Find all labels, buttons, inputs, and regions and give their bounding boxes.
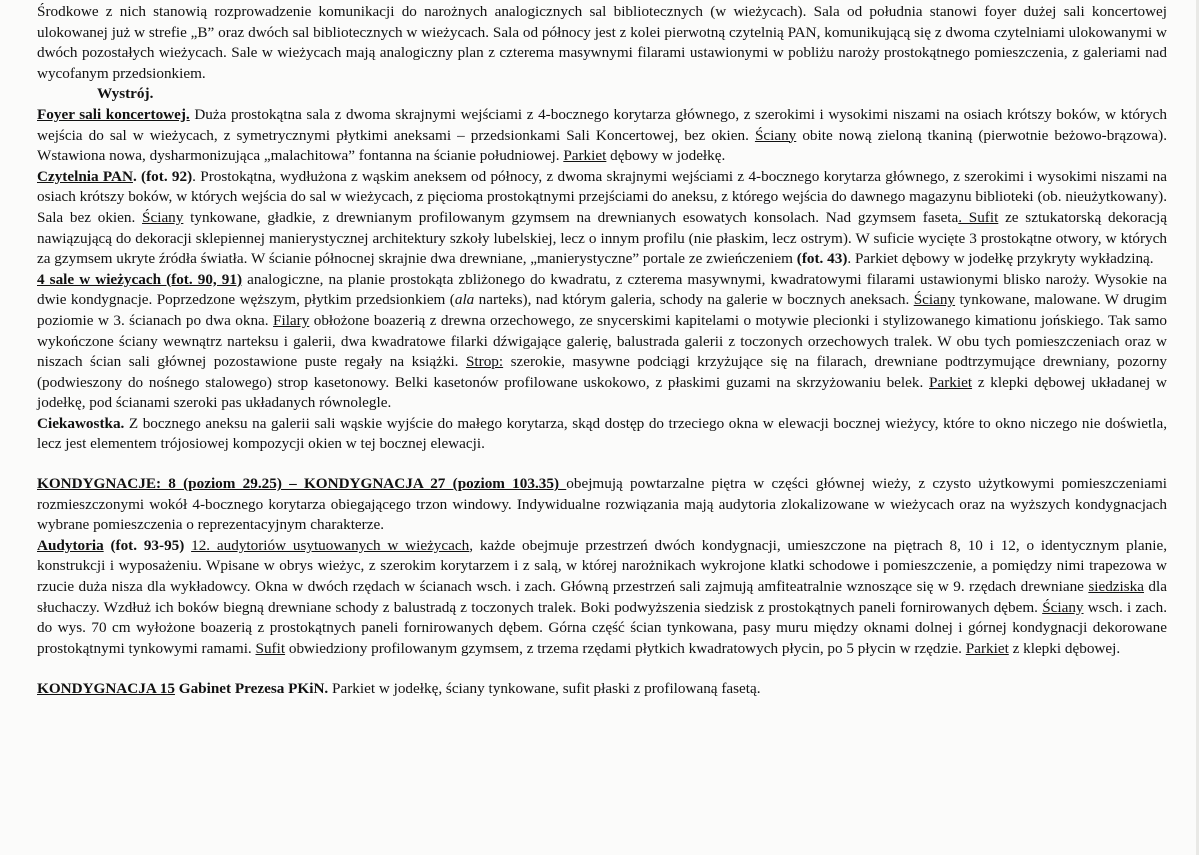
- sale-ala: ala: [454, 291, 475, 309]
- ciekawostka-text: Z bocznego aneksu na galerii sali wąskie wyjście do małego korytarza, skąd dostęp do trzeciego okna w elewacji bocznej wieżycy, które to okno niczego nie doświetla, lecz jest elementem trójosiowej kompozycji okien w tej bocznej elewacji.: [37, 414, 1167, 453]
- k15-title: KONDYGNACJA 15: [37, 680, 175, 698]
- paragraph-audytoria: [37, 536, 1167, 660]
- ciekawostka-title: Ciekawostka.: [37, 414, 125, 432]
- paragraph-kondygnacja-15: [37, 679, 1167, 700]
- audytoria-text-5: z klepki dębowej.: [1008, 639, 1121, 657]
- sale-title: 4 sale w wieżycach (fot. 90, 91): [37, 270, 243, 288]
- sale-text-4: obłożone boazerią z drewna orzechowego, ze snycerskimi kapitelami o motywie plecionki i stylizowanego kimationu jońskiego. Tak samo wykończone ściany wewnątrz narteksu i galerii, dwa kwadratowe filarki dźwigające galerię, balustrada galerii z toczonych orzechowych tralek. W obu tych pomieszczeniach oraz w niszach ścian sali głównej pozostawione puste regały na książki.: [37, 311, 1167, 371]
- audytoria-text-3: wsch. i zach. do wys. 70 cm wyłożone boazerią z prostokątnych paneli fornirowanych dębem. Górna część ścian tynkowana, pasy muru między oknami dolnej i górnej kondygnacji dekorowane prostokątnymi tynkowymi ramami.: [37, 598, 1167, 657]
- czytelnia-sufit: . Sufit: [958, 208, 999, 226]
- sale-parkiet: Parkiet: [929, 373, 973, 391]
- audytoria-sufit: Sufit: [255, 639, 286, 657]
- audytoria-sciany: Ściany: [1042, 598, 1084, 616]
- foyer-title: Foyer sali koncertowej.: [37, 105, 190, 123]
- k15-title-2: Gabinet Prezesa PKiN.: [174, 680, 329, 698]
- foyer-text-3: dębowy w jodełkę.: [606, 147, 726, 165]
- paragraph-czytelnia: [37, 167, 1167, 270]
- section-heading-wystroj: [37, 84, 1167, 105]
- paragraph-kondygnacje: [37, 474, 1167, 536]
- paragraph-ciekawostka: [37, 414, 1167, 455]
- sale-sciany: Ściany: [913, 291, 956, 309]
- foyer-sciany: Ściany: [754, 126, 797, 144]
- czytelnia-text-1: . Prostokątna, wydłużona z wąskim aneksem od północy, z dwoma skrajnymi wejściami z 4-bocznego korytarza głównego, z szerokimi i wysokimi niszami na osiach krótszy boków, w których wejścia do sal w wieżycach, z pięcioma prostokątnymi przejściami do aneksu, z którego wejścia do dawnego magazynu biblioteki (ob. nieużytkowany). Sala bez okien.: [37, 167, 1168, 226]
- audytoria-fot: (fot. 93-95): [103, 536, 185, 554]
- sale-text-1: analogiczne, na planie prostokąta zbliżonego do kwadratu, z czterema masywnymi, kwadratowymi filarami ustawionymi blisko naroży. Wysokie na dwie kondygnacje. Poprzedzone węższym, płytkim przedsionkiem (: [37, 270, 1167, 309]
- czytelnia-text-2: tynkowane, gładkie, z drewnianym profilowanym gzymsem na drewnianych esowatych konsolach. Nad gzymsem faseta: [183, 208, 959, 226]
- czytelnia-fot: . (fot. 92): [132, 167, 193, 185]
- czytelnia-sciany: Ściany: [142, 208, 184, 226]
- sale-strop: Strop:: [465, 353, 504, 371]
- intro-text: Środkowe z nich stanowią rozprowadzenie komunikacji do narożnych analogicznych sal bibliotecznych (w wieżycach). Sala od południa stanowi foyer dużej sali koncertowej ulokowanej już w strefie „B” oraz dwóch sal bibliotecznych w wieżycach. Sala od północy jest z kolei pierwotną czytelnią PAN, komunikującą się z dwoma czytelniami ulokowanymi w dwóch pozostałych wieżycach. Sale w wieżycach mają analogiczny plan z czterema masywnymi filarami ustawionymi w pobliżu naroży prostokątnego pomieszczenia, z galeriami nad wycofanym przedsionkiem.: [37, 3, 1167, 82]
- foyer-parkiet: Parkiet: [563, 147, 607, 165]
- audytoria-title: Audytoria: [37, 536, 104, 554]
- audytoria-text-1: , każde obejmuje przestrzeń dwóch kondygnacji, umieszczone na piętrach 8, 10 i 12, o identycznym planie, konstrukcji i wyposażeniu. Wpisane w obrys wieżyc, z szerokim korytarzem i z salą, w której narożnikach wykrojone klatki schodowe i pomieszczenie, a pomiędzy nimi trapezowa w rzucie duża nisza dla wykładowcy. Okna w dwóch rzędach w ścianach wsch. i zach. Główną przestrzeń sali zajmują amfiteatralnie wznoszące się w 9. rzędach drewniane: [37, 536, 1167, 596]
- foyer-text-1: Duża prostokątna sala z dwoma skrajnymi wejściami z 4-bocznego korytarza głównego, z szerokimi i wysokimi niszami na osiach krótszy boków, w których wejścia do sal w wieżycach, z symetrycznymi płytkimi aneksami – przedsionkami Sali Koncertowej, bez okien.: [37, 105, 1167, 144]
- audytoria-text-4: obwiedziony profilowanym gzymsem, z trzema rzędami płytkich kwadratowych płycin, po 5 płycin w rzędzie.: [285, 639, 966, 657]
- czytelnia-text-4: . Parkiet dębowy w jodełkę przykryty wykładziną.: [847, 250, 1154, 268]
- paragraph-sale: [37, 270, 1167, 414]
- wystroj-heading: Wystrój.: [97, 85, 154, 103]
- paragraph-foyer: [37, 105, 1167, 167]
- czytelnia-title: Czytelnia PAN: [37, 167, 133, 185]
- czytelnia-fot-43: (fot. 43): [796, 250, 848, 268]
- audytoria-siedziska: siedziska: [1088, 578, 1145, 596]
- k15-text: Parkiet w jodełkę, ściany tynkowane, sufit płaski z profilowaną fasetą.: [328, 680, 761, 698]
- audytoria-parkiet: Parkiet: [965, 639, 1009, 657]
- kondygnacje-text: obejmują powtarzalne piętra w części głównej wieży, z czysto użytkowymi pomieszczeniami rozmieszczonymi wokół 4-bocznego korytarza obiegającego trzon windowy. Indywidualne rozwiązania mają audytoria zlokalizowane w wieżycach oraz na wyższych kondygnacjach wybrane pomieszczenia o reprezentacyjnym charakterze.: [37, 475, 1167, 534]
- sale-text-5: szerokie, masywne podciągi krzyżujące się na filarach, drewniane podtrzymujące drewniany, pozorny (podwieszony do nośnego stalowego) strop kasetonowy. Belki kasetonów profilowane uskokowo, z płaskimi guzami na skrzyżowaniu belek.: [37, 353, 1168, 391]
- sale-text-3: tynkowane, malowane. W drugim poziomie w 3. ścianach po dwa okna.: [37, 291, 1167, 329]
- sale-text-6: z klepki dębowej układanej w jodełkę, pod ścianami szeroki pas układanych równolegle.: [37, 373, 1167, 412]
- kondygnacje-title: KONDYGNACJE: 8 (poziom 29.25) – KONDYGNACJA 27 (poziom 103.35): [37, 475, 567, 493]
- sale-filary: Filary: [273, 311, 310, 329]
- foyer-text-2: obite nową zieloną tkaniną (pierwotnie beżowo-brązowa). Wstawiona nowa, dysharmonizująca „malachitowa” fontanna na ścianie południowej.: [37, 126, 1168, 165]
- audytoria-12: 12. audytoriów usytuowanych w wieżycach: [191, 536, 470, 554]
- paragraph-intro: [37, 2, 1167, 84]
- sale-text-2: narteks), nad którym galeria, schody na galerie w bocznych aneksach.: [474, 291, 914, 309]
- czytelnia-text-3: ze sztukatorską dekoracją nawiązującą do dekoracji sklepiennej manierystycznej architektury szkoły lubelskiej, lecz o innym profilu (nie płaskim, lecz ostrym). W suficie wycięte 3 prostokątne otwory, w których za gzymsem ukryte źródła światła. W ścianie północnej skrajnie dwa drewniane, „manierystyczne” portale ze zwieńczeniem: [37, 208, 1167, 268]
- audytoria-text-2: dla słuchaczy. Wzdłuż ich boków biegną drewniane schody z balustradą z toczonych tralek. Boki podwyższenia siedzisk z prostokątnych paneli fornirowanych dębem.: [37, 578, 1167, 616]
